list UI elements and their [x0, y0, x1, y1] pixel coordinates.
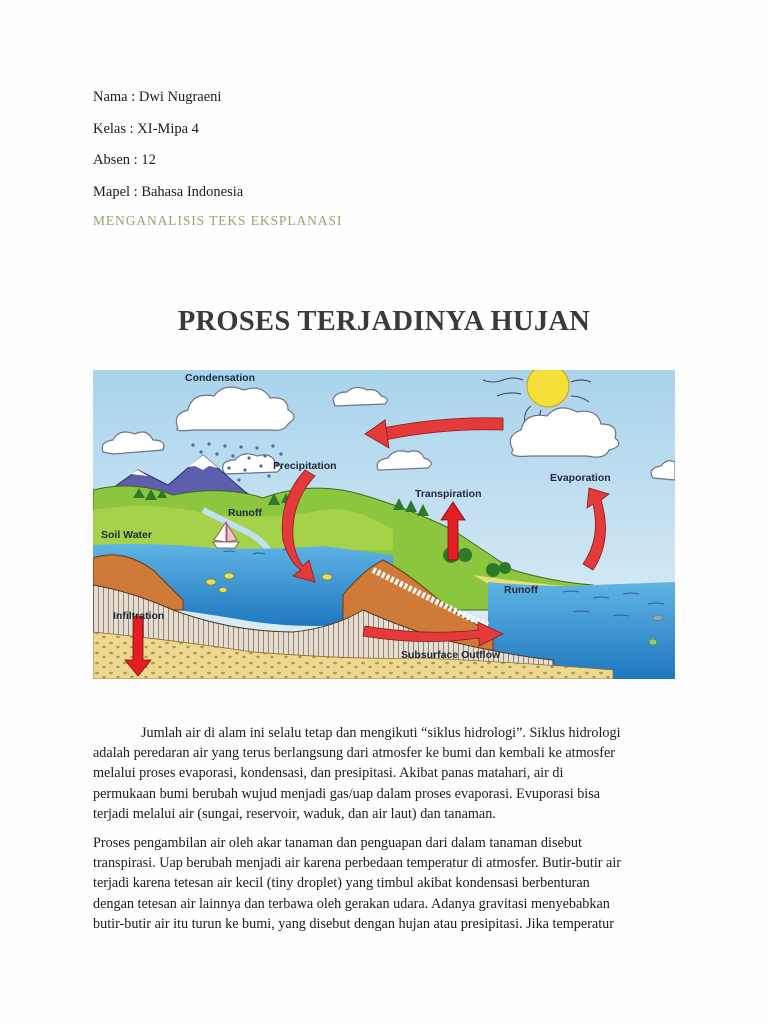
paragraph-line: Jumlah air di alam ini selalu tetap dan mengikuti “siklus hidrologi”. Siklus hidrologi: [141, 725, 621, 741]
label-evaporation: Evaporation: [550, 472, 611, 484]
label-soil-water: Soil Water: [101, 529, 152, 541]
student-number: Absen : 12: [93, 152, 156, 168]
paragraph-line: terjadi karena tetesan air kecil (tiny droplet) yang timbul akibat kondensasi berbenturan: [93, 875, 590, 892]
label-precipitation: Precipitation: [273, 460, 337, 472]
paragraph-line: butir-butir air itu turun ke bumi, yang disebut dengan hujan atau presipitasi. Jika temperatur: [93, 915, 614, 932]
label-transpiration: Transpiration: [415, 488, 482, 500]
water-cycle-diagram: [93, 370, 675, 679]
paragraph-line: adalah peredaran air yang terus berlangsung dari atmosfer ke bumi dan kembali ke atmosfer: [93, 745, 615, 762]
label-condensation: Condensation: [185, 372, 255, 384]
paragraph-1: [93, 723, 675, 824]
student-class: Kelas : XI-Mipa 4: [93, 121, 199, 137]
section-subtitle: MENGANALISIS TEKS EKSPLANASI: [93, 213, 343, 228]
paragraph-line: dengan tetesan air lainnya dan terbawa oleh gerakan udara. Adanya gravitasi menyebabkan: [93, 895, 610, 912]
label-runoff-right: Runoff: [504, 584, 538, 596]
paragraph-line: transpirasi. Uap berubah menjadi air karena perbedaan temperatur di atmosfer. Butir-butir air: [93, 855, 621, 872]
paragraph-line: permukaan bumi berubah wujud menjadi gas/uap dalam proses evaporasi. Evuporasi bisa: [93, 785, 601, 802]
paragraph-line: Proses pengambilan air oleh akar tanaman dan penguapan dari dalam tanaman disebut: [93, 835, 582, 851]
student-name: Nama : Dwi Nugraeni: [93, 89, 222, 105]
label-runoff-left: Runoff: [228, 507, 262, 519]
label-infiltration: Infiltration: [113, 610, 165, 622]
water-cycle-illustration: [93, 370, 675, 679]
paragraph-2: [93, 833, 675, 934]
label-subsurface-outflow: Subsurface Outflow: [401, 649, 501, 661]
subject: Mapel : Bahasa Indonesia: [93, 184, 244, 200]
paragraph-line: terjadi melalui air (sungai, reservoir, waduk, dan air laut) dan tanaman.: [93, 805, 496, 822]
document-title: PROSES TERJADINYA HUJAN: [177, 306, 591, 337]
paragraph-line: melalui proses evaporasi, kondensasi, dan presipitasi. Akibat panas matahari, air di: [93, 765, 564, 782]
